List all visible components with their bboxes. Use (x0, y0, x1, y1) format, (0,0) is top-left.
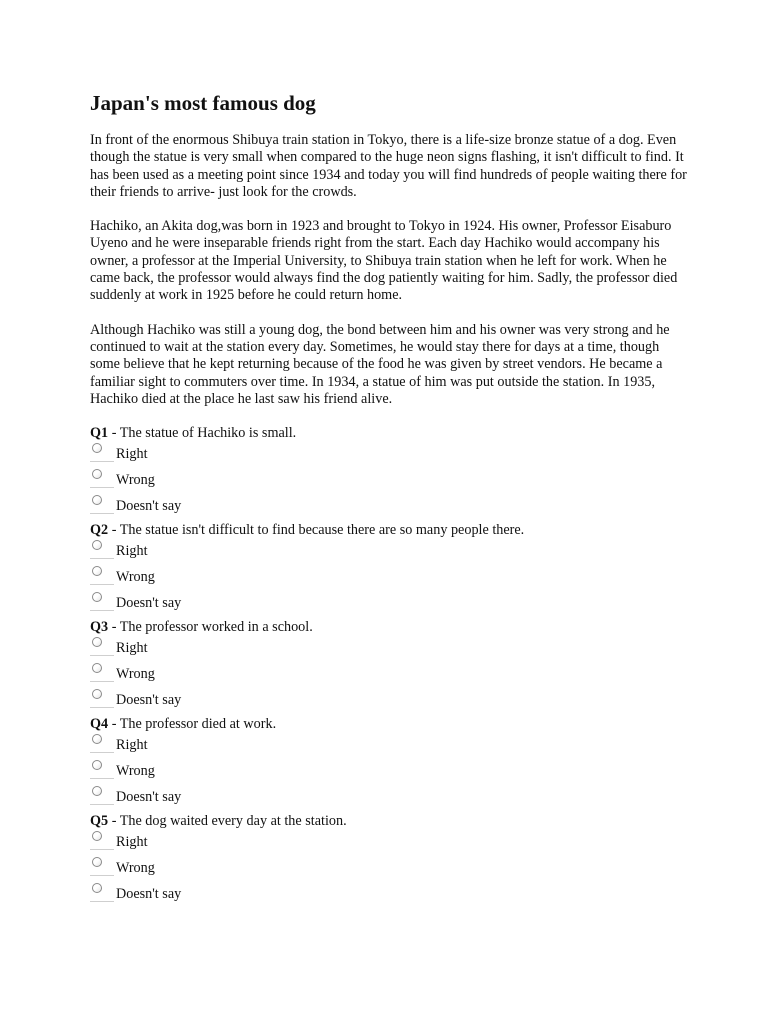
option-right[interactable] (90, 734, 690, 760)
option-label[interactable]: Right (116, 446, 148, 463)
question-statement: - The statue of Hachiko is small. (108, 425, 297, 442)
question-text (90, 521, 690, 540)
question-text (90, 618, 690, 637)
page-title: Japan's most famous dog (90, 91, 316, 115)
option-label[interactable]: Right (116, 543, 148, 560)
question-5 (90, 812, 690, 905)
option-wrong[interactable] (90, 663, 690, 689)
question-statement: - The professor worked in a school. (108, 619, 313, 636)
option-wrong[interactable] (90, 857, 690, 883)
option-label[interactable]: Right (116, 640, 148, 657)
question-number: Q3 (90, 619, 109, 636)
question-3 (90, 618, 690, 715)
option-right[interactable] (90, 540, 690, 566)
option-label[interactable]: Wrong (116, 860, 155, 877)
question-text (90, 812, 690, 831)
option-label[interactable]: Wrong (116, 472, 155, 489)
option-wrong[interactable] (90, 469, 690, 495)
question-statement: - The statue isn't difficult to find because there are so many people there. (108, 522, 525, 539)
paragraph-1: In front of the enormous Shibuya train station in Tokyo, there is a life-size bronze statue of a dog. Even though the statue is very small when compared to the huge neon signs flashing, it isn't difficult to find. It has been used as a meeting point since 1934 and today you will find hundreds of people waiting there for their friends to arrive- just look for the crowds. (90, 132, 687, 200)
question-number: Q2 (90, 522, 109, 539)
paragraph-3: Although Hachiko was still a young dog, the bond between him and his owner was very strong and he continued to wait at the station every day. Sometimes, he would stay there for days at a time, though some believe that he kept returning because of the food he was given by street vendors. He became a familiar sight to commuters over time. In 1934, a statue of him was put outside the station. In 1935, Hachiko died at the place he last saw his friend alive. (90, 321, 670, 407)
option-doesnt-say[interactable] (90, 883, 690, 905)
option-label[interactable]: Right (116, 834, 148, 851)
option-doesnt-say[interactable] (90, 495, 690, 521)
option-wrong[interactable] (90, 566, 690, 592)
option-label[interactable]: Wrong (116, 569, 155, 586)
option-right[interactable] (90, 831, 690, 857)
question-list (90, 424, 690, 905)
option-doesnt-say[interactable] (90, 689, 690, 715)
question-4 (90, 715, 690, 812)
option-label[interactable]: Doesn't say (116, 595, 182, 612)
paragraph-2: Hachiko, an Akita dog,was born in 1923 and brought to Tokyo in 1924. His owner, Professor Eisaburo Uyeno and he were inseparable friends right from the start. Each day Hachiko would accompany his owner, a professor at the Imperial University, to Shibuya train station when he left for work. When he came back, the professor would always find the dog patiently waiting for him. Sadly, the professor died suddenly at work in 1925 before he could return home. (90, 218, 678, 304)
option-doesnt-say[interactable] (90, 786, 690, 812)
option-label[interactable]: Wrong (116, 666, 155, 683)
question-number: Q4 (90, 716, 109, 733)
option-label[interactable]: Doesn't say (116, 498, 182, 515)
option-label[interactable]: Wrong (116, 763, 155, 780)
question-text (90, 424, 690, 443)
option-wrong[interactable] (90, 760, 690, 786)
option-label[interactable]: Doesn't say (116, 886, 182, 903)
document-page (90, 88, 690, 905)
option-doesnt-say[interactable] (90, 592, 690, 618)
question-statement: - The dog waited every day at the station. (108, 813, 347, 830)
question-text (90, 715, 690, 734)
option-label[interactable]: Doesn't say (116, 789, 182, 806)
question-2 (90, 521, 690, 618)
question-statement: - The professor died at work. (108, 716, 277, 733)
option-label[interactable]: Doesn't say (116, 692, 182, 709)
question-number: Q5 (90, 813, 109, 830)
question-number: Q1 (90, 425, 109, 442)
question-1 (90, 424, 690, 521)
option-label[interactable]: Right (116, 737, 148, 754)
option-right[interactable] (90, 443, 690, 469)
option-right[interactable] (90, 637, 690, 663)
